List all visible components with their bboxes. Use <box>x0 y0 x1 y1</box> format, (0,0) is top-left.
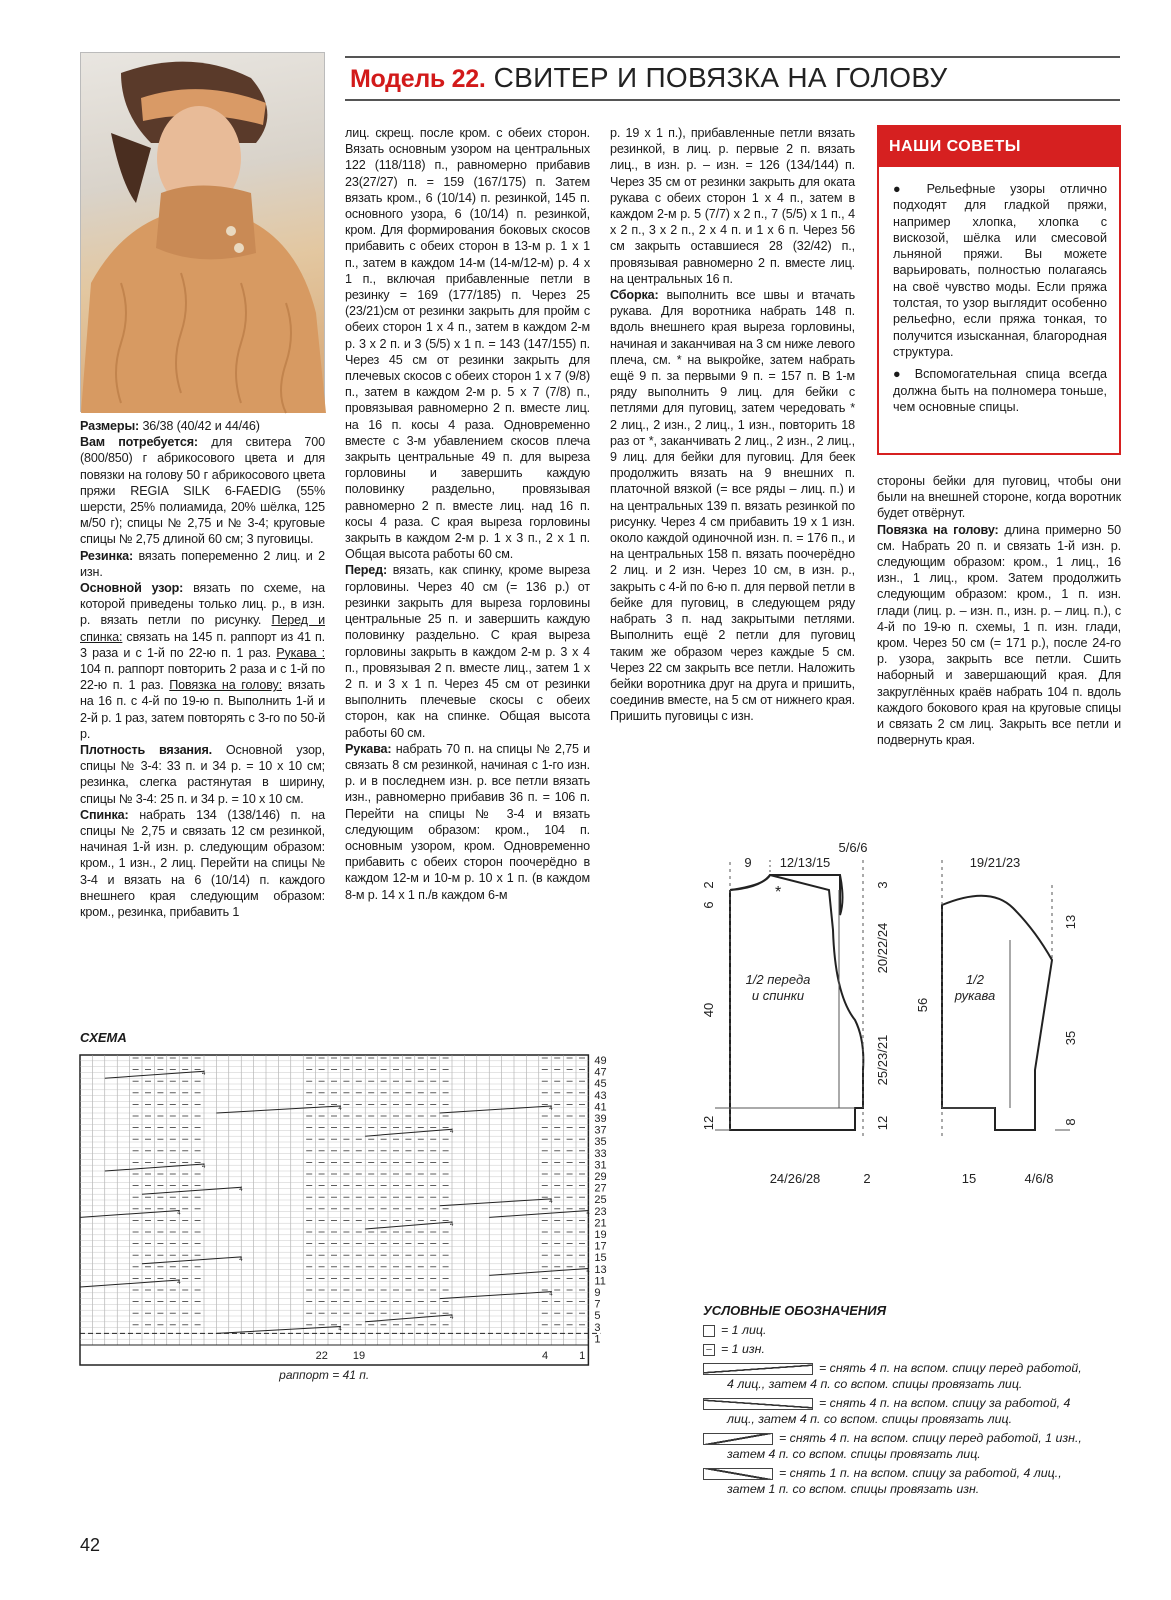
chart-row-label: 41 <box>594 1101 607 1114</box>
knit-symbol-icon <box>703 1325 715 1337</box>
chart-row-label: 47 <box>594 1066 607 1079</box>
chart-col-label: 4 <box>541 1350 549 1362</box>
svg-text:4: 4 <box>202 1164 206 1171</box>
svg-text:4: 4 <box>450 1314 454 1321</box>
chart-row-label: 13 <box>594 1263 607 1276</box>
chart-row-label: 19 <box>594 1229 607 1241</box>
legend-row-cable-back: = снять 4 п. на вспом. спицу за работой, 4 лиц., затем 4 п. со вспом. спицы провязать лиц. <box>703 1395 1123 1427</box>
model-photo <box>80 52 325 412</box>
sleeve-right-bottom: 8 <box>1063 1118 1078 1126</box>
front-top-right: 5/6/6 <box>838 840 868 855</box>
front-top-mid: 12/13/15 <box>779 855 831 870</box>
cable-right-cross-icon <box>703 1398 813 1410</box>
front-label-2: и спинки <box>751 988 805 1003</box>
front-left-neck: 6 <box>701 901 716 909</box>
legend-row-cable-purl: = снять 4 п. на вспом. спицу перед работой, 1 изн., затем 4 п. со вспом. спицы провязать лиц. <box>703 1430 1123 1462</box>
front-right-lower: 25/23/21 <box>875 1034 890 1086</box>
front-left-top: 2 <box>701 881 716 889</box>
svg-text:4: 4 <box>239 1256 243 1263</box>
sleeve-left: 56 <box>915 997 930 1013</box>
svg-text:4: 4 <box>202 1071 206 1078</box>
model-label: Модель 22. <box>350 65 486 93</box>
front-top-left: 9 <box>744 855 752 870</box>
front-right-bottom: 12 <box>875 1115 890 1131</box>
chart-row-label: 31 <box>594 1159 607 1172</box>
legend-row-cable-front: = снять 4 п. на вспом. спицу перед работой, 4 лиц., затем 4 п. со вспом. спицы провязать лиц. <box>703 1360 1123 1392</box>
sleeve-piece <box>942 896 1052 1130</box>
svg-text:4: 4 <box>177 1210 181 1217</box>
chart-row-label: 1 <box>594 1333 601 1346</box>
chart-col-label: 1 <box>579 1350 586 1362</box>
svg-text:4: 4 <box>549 1198 553 1205</box>
chart-row-label: 33 <box>594 1147 607 1160</box>
chart-row-label: 45 <box>594 1078 607 1091</box>
tip-item: ● Рельефные узоры отлично подходят для гладкой пряжи, например хлопка, хлопка с вискозой, шёлка или смесовой льняной пряжи. Вы можете варьировать, полностью полагаясь на своё чувство моды. Если пряжа толстая, то узор выглядит особенно рельефно, если пряжа тонкая, то получится изысканная, благородная структура. <box>893 182 1107 359</box>
svg-text:4: 4 <box>239 1187 243 1194</box>
sleeve-label-2: рукава <box>954 988 996 1003</box>
text-column-4: стороны бейки для пуговиц, чтобы они были на внешней стороне, когда воротник будет отвёрнут. Повязка на голову: длина примерно 50 см. Набрать 20 п. и связать 1-й изн. р. следующим образом: кром., 1 лиц., 16 изн., 1 лиц., кром. Затем продолжить следующим образом: кром., 1 п. изн. глади (лиц. р. – изн. п., изн. р. – лиц. п.), с 4-й по 19-ю п. схемы, 1 п. изн. глади, кром. Через 50 см (= 171 р.), после 24-го р. узора, закрыть все петли. Сшить наборный и завершающий края. Для закруглённых краёв набрать 104 п. вдоль каждого бокового края на круговые спицы и связать 2 см лиц. Закрыть все петли и подвернуть края. <box>877 474 1121 748</box>
text-column-2: лиц. скрещ. после кром. с обеих сторон. Вязать основным узором на центральных 122 (118/118) п., равномерно прибавив 23(27/27) п. = 159 (167/175) п. Затем вязать кром., 6 (10/14) п. резинкой, 145 п. основного узора, 6 (10/14) п. резинкой, кром. Для формирования боковых скосов прибавить с обеих сторон в 13-м р. 1 х 1 п., затем в каждом 14-м (14-м/12-м) р. 4 х 1 п., включая прибавленные петли в резинку = 169 (177/185) п. Через 25 (23/21)см от резинки закрыть для пройм с обеих сторон 1 х 4 п., затем в каждом 2-м р. 3 х 2 п. и 3 (5/5) х 1 п. = 143 (147/155) п. Через 45 см от резинки закрыть для плечевых скосов с обеих сторон 1 х 7 (9/8) п., затем в каждом 2-м р. 5 х 7 (7/8) п., провязывая равномерно 2 п. вместе лиц. на 16 п. косы 4 раза. Одновременно вместе с 3-м убавлением скосов плеча закрыть центральные 49 п. для выреза горловины и завершить каждую половинку раздельно, провязывая равномерно 2 п. вместе лиц. над 16 п. косы 4 раза. С края выреза горловины закрыть в каждом 2-м р. 1 х 3 п., 2 х 1 п. Общая высота работы 60 см. Перед: вязать, как спинку, кроме выреза горловины. Через 40 см (= 136 р.) от резинки закрыть для выреза горловины центральные 25 п. и завершить каждую половинку раздельно. С края выреза горловины закрыть в каждом 2-м р. 3 х 4 п., провязывая 2 п. вместе лиц., затем 1 х 2 п. и 3 х 1 п. Через 45 см от резинки выполнить плечевые скосы с обеих сторон, как на спинке. Общая высота работы 60 см. Рукава: набрать 70 п. на спицы № 2,75 и связать 8 см резинкой, начиная с 1-го изн. р. и в последнем изн. р. все петли вязать изн., равномерно прибавив 36 п. = 106 п. Перейти на спицы № 3-4 и вязать следующим образом: кром., 104 п. основным узором, кром. Одновременно прибавить с обеих сторон поочерёдно в каждом 12-м и 10-м р. 10 х 1 п. (в каждом 8-м р. 14 х 1 п./в каждом 6-м <box>345 126 590 902</box>
chart-row-label: 7 <box>594 1298 601 1311</box>
legend-row-knit: = 1 лиц. <box>703 1322 1123 1338</box>
front-right-top: 3 <box>875 881 890 889</box>
chart-col-label: 22 <box>315 1350 328 1362</box>
legend-row-cable-slip: = снять 1 п. на вспом. спицу за работой, 4 лиц., затем 1 п. со вспом. спицы провязать изн. <box>703 1465 1123 1497</box>
rapport-label: раппорт = 41 п. <box>279 1368 370 1382</box>
chart-row-label: 11 <box>594 1275 606 1288</box>
sleeve-label-1: 1/2 <box>965 972 985 987</box>
chart-row-label: 29 <box>594 1171 607 1183</box>
title-rule-top <box>345 56 1120 58</box>
chart-col-label: 19 <box>352 1350 366 1362</box>
sleeve-right-mid: 35 <box>1063 1030 1078 1046</box>
legend-row-purl: – = 1 изн. <box>703 1341 1123 1357</box>
front-star: * <box>775 884 782 901</box>
sleeve-right-top: 13 <box>1063 914 1078 930</box>
chart-row-label: 23 <box>594 1205 607 1218</box>
page-number: 42 <box>80 1535 101 1555</box>
purl-symbol-icon: – <box>703 1344 715 1356</box>
chart-row-label: 15 <box>594 1252 607 1265</box>
sleeve-top: 19/21/23 <box>969 855 1021 870</box>
svg-text:4: 4 <box>177 1280 181 1287</box>
svg-text:4: 4 <box>338 1326 342 1333</box>
front-bottom-right: 2 <box>863 1171 871 1186</box>
chart-row-label: 27 <box>594 1182 607 1195</box>
photo-illustration <box>81 53 326 413</box>
svg-text:4: 4 <box>586 1268 590 1275</box>
chart-row-label: 25 <box>594 1194 607 1207</box>
title-text: СВИТЕР И ПОВЯЗКА НА ГОЛОВУ <box>493 62 948 93</box>
tips-box <box>877 125 1121 455</box>
legend <box>703 1322 1123 1500</box>
chart-row-label: 9 <box>594 1287 601 1299</box>
tips-title: НАШИ СОВЕТЫ <box>879 127 1119 167</box>
front-left-body: 40 <box>701 1002 716 1018</box>
sleeve-bottom-right: 4/6/8 <box>1024 1171 1054 1186</box>
title-rule-bottom <box>345 99 1120 101</box>
svg-text:4: 4 <box>549 1291 553 1298</box>
text-column-1: Размеры: 36/38 (40/42 и 44/46) Вам потребуется: для свитера 700 (800/850) г абрикосового цвета и для повязки на голову 50 г абрикосового цвета пряжи REGIA SILK 6-FAEDIG (55% шерсти, 25% полиамида, 20% шёлка, 125 м/50 г); спицы № 2,75 и № 3-4; круговые спицы № 2,75 длиной 60 см; 3 пуговицы. Резинка: вязать попеременно 2 лиц. и 2 изн. Основной узор: вязать по схеме, на которой приведены только лиц. р., в изн. р. вязать петли по рисунку. Перед и спинка: связать на 145 п. раппорт из 41 п. 3 раза и с 1-й по 22-ю п. 1 раз. Рукава : 104 п. раппорт повторить 2 раза и с 1-й по 22-ю п. 1 раз. Повязка на голову: вязать на 16 п. с 4-й по 19-ю п. Выполнить 1-й и 2-й р. 1 раз, затем повторять с 3-го по 50-й р. Плотность вязания. Основной узор, спицы № 3-4: 33 п. и 34 р. = 10 х 10 см; резинка, слегка растянутая в ширину, спицы № 3-4: 25 п. и 34 р. = 10 х 10 см. Спинка: набрать 134 (138/146) п. на спицы № 2,75 и связать 12 см резинкой, начиная 1-й изн. р. следующим образом: кром., 1 изн., 2 лиц. Перейти на спицы № 3-4 и вязать на 6 (10/14) п. каждого внешнего края следующим образом: кром., резинка, прибавить 1 <box>80 419 326 920</box>
chart-row-label: 39 <box>594 1113 607 1125</box>
page-title <box>350 62 948 94</box>
svg-text:4: 4 <box>549 1106 553 1113</box>
schema-label: СХЕМА <box>80 1030 127 1045</box>
svg-text:4: 4 <box>450 1129 454 1136</box>
cable-left-cross-icon <box>703 1363 813 1375</box>
chart-row-label: 21 <box>594 1217 607 1230</box>
chart-row-label: 43 <box>594 1089 607 1102</box>
chart-row-label: 49 <box>594 1055 607 1067</box>
pattern-diagrams <box>701 840 1125 1225</box>
front-label-1: 1/2 переда <box>745 972 811 987</box>
front-left-bottom: 12 <box>701 1115 716 1131</box>
svg-text:4: 4 <box>450 1222 454 1229</box>
chart-row-label: 17 <box>594 1240 607 1253</box>
chart-row-label: 35 <box>594 1136 607 1149</box>
knitting-chart-grid <box>80 1055 640 1415</box>
chart-row-label: 3 <box>594 1321 601 1334</box>
front-bottom: 24/26/28 <box>769 1171 821 1186</box>
tip-item: ● Вспомогательная спица всегда должна быть на полномера тоньше, чем основные спицы. <box>893 367 1107 414</box>
chart-row-label: 37 <box>594 1124 607 1137</box>
cable-purl-cross-icon <box>703 1433 773 1445</box>
svg-text:4: 4 <box>338 1106 342 1113</box>
chart-row-label: 5 <box>594 1310 601 1323</box>
svg-text:4: 4 <box>586 1210 590 1217</box>
cable-slip-cross-icon <box>703 1468 773 1480</box>
legend-title: УСЛОВНЫЕ ОБОЗНАЧЕНИЯ <box>703 1303 887 1318</box>
knitting-chart <box>80 1055 640 1420</box>
sleeve-bottom-left: 15 <box>961 1171 977 1186</box>
front-right-upper: 20/22/24 <box>875 922 890 974</box>
text-column-3: р. 19 х 1 п.), прибавленные петли вязать резинкой, в лиц. р. первые 2 п. вязать лиц., в изн. р. – изн. = 126 (134/144) п. Через 35 см от резинки закрыть для оката рукава с обеих сторон 1 х 4 п., затем в каждом 2-м р. 5 (7/7) х 2 п., 7 (5/5) х 1 п., 4 х 2 п., 3 х 2 п., 2 х 4 п. и 1 х 6 п. Через 56 см закрыть оставшиеся 28 (32/42) п., провязывая равномерно 2 п. вместе лиц. на центральных 16 п. Сборка: выполнить все швы и втачать рукава. Для воротника набрать 148 п. вдоль внешнего края выреза горловины, начиная и заканчивая на 3 см ниже левого плеча, см. * на выкройке, затем набрать ещё 9 п. за первыми 9 п. = 157 п. В 1-м ряду выполнить 9 лиц. для бейки с петлями для пуговиц, затем чередовать * 2 лиц., 2 изн., 2 лиц., 1 изн., повторить 18 раз от *, заканчивать 2 лиц., 2 изн., 2 лиц., 9 лиц. для бейки для пуговиц. Для беек продолжить вязать на 9 внешних п. платочной вязкой (= все ряды – лиц. п.) и на центральных 139 п. вязать резинкой по рисунку. Через 4 см прибавить 19 х 1 изн. около каждой одиночной изн. п. = 176 п., и на центральных 158 п. вязать поочерёдно 2 лиц. и 2 изн. Через 10 см, в изн. р., закрыть с 4-й по 6-ю п. для первой петли в бейке для пуговиц, в следующем ряду набрать 3 п. над закрытыми петлями. Выполнить ещё 2 петли для пуговиц таким же образом через каждые 5 см. Через 22 см закрыть все петли. Наложить бейки воротника друг на друга и пришить, соединив вместе, на 5 см от нижнего края. Пришить пуговицы с изн. <box>610 126 855 724</box>
